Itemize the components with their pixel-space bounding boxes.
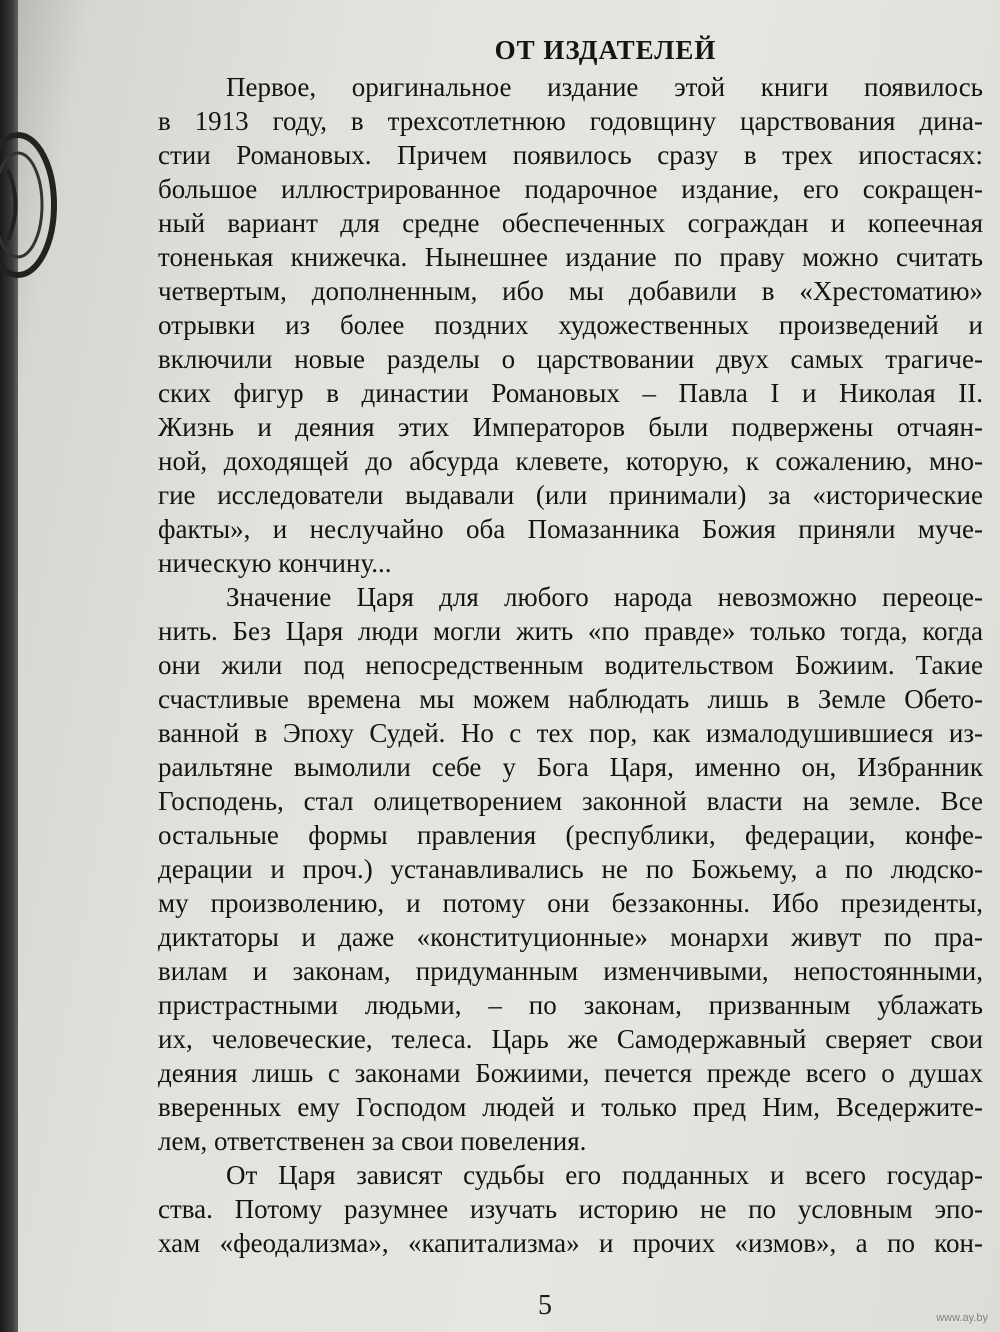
text-line: тоненькая книжечка. Нынешнее издание по праву можно считать: [158, 242, 983, 272]
text-line: вилам и законам, придуманным изменчивыми, непостоянными,: [158, 956, 983, 986]
text-line: их, человеческие, телеса. Царь же Самодержавный сверяет свои: [158, 1024, 983, 1054]
paragraph-3: [158, 1158, 983, 1260]
text-line: нить. Без Царя люди могли жить «по правде» только тогда, когда: [158, 616, 983, 646]
ornament-icon: [0, 130, 58, 280]
book-page: [18, 0, 1000, 1332]
text-line: ванной в Эпоху Судей. Но с тех пор, как измалодушившиеся из-: [158, 718, 983, 748]
text-line: дерации и проч.) устанавливались не по Божьему, а по людско-: [158, 854, 983, 884]
text-line: ный вариант для средне обеспеченных сограждан и копеечная: [158, 208, 983, 238]
text-line: деяния лишь с законами Божиими, печется прежде всего о душах: [158, 1058, 983, 1088]
page-title: ОТ ИЗДАТЕЛЕЙ: [494, 35, 717, 65]
text-line: ной, доходящей до абсурда клевете, которую, к сожалению, мно-: [158, 446, 983, 476]
text-line: отрывки из более поздних художественных произведений и: [158, 310, 983, 340]
paragraph-1: [158, 70, 983, 580]
text-line: диктаторы и даже «конституционные» монархи живут по пра-: [158, 922, 983, 952]
text-line: От Царя зависят судьбы его подданных и всего государ-: [226, 1160, 983, 1190]
text-line: четвертым, дополненным, ибо мы добавили в «Хрестоматию»: [158, 276, 983, 306]
text-line: счастливые времена мы можем наблюдать лишь в Земле Обето-: [158, 684, 983, 714]
text-line: Первое, оригинальное издание этой книги появилось: [226, 72, 983, 102]
text-line: ства. Потому разумнее изучать историю не по условным эпо-: [158, 1194, 983, 1224]
page-number: 5: [538, 1290, 552, 1321]
text-line: хам «феодализма», «капитализма» и прочих «измов», а по кон-: [158, 1228, 983, 1258]
text-line: гие исследователи выдавали (или принимали) за «исторические: [158, 480, 983, 510]
text-line: они жили под непосредственным водительством Божиим. Такие: [158, 650, 983, 680]
text-line: лем, ответственен за свои повеления.: [158, 1126, 587, 1156]
text-line: Значение Царя для любого народа невозможно переоце-: [226, 582, 983, 612]
text-line: Жизнь и деяния этих Императоров были подвержены отчаян-: [158, 412, 983, 442]
text-line: большое иллюстрированное подарочное издание, его сокращен-: [158, 174, 983, 204]
text-line: факты», и неслучайно оба Помазанника Божия приняли муче-: [158, 514, 983, 544]
text-line: пристрастными людьми, – по законам, призванным ублажать: [158, 990, 983, 1020]
paragraph-2: [158, 580, 983, 1158]
text-line: включили новые разделы о царствовании двух самых трагиче-: [158, 344, 983, 374]
text-line: в 1913 году, в трехсотлетнюю годовщину царствования дина-: [158, 106, 983, 136]
text-line: му произволению, и потому они беззаконны. Ибо президенты,: [158, 888, 983, 918]
watermark: www.ay.by: [936, 1312, 988, 1324]
text-line: вверенных ему Господом людей и только пред Ним, Вседержите-: [158, 1092, 983, 1122]
text-line: ских фигур в династии Романовых – Павла I и Николая II.: [158, 378, 983, 408]
text-line: стии Романовых. Причем появилось сразу в трех ипостасях:: [158, 140, 983, 170]
text-line: ническую кончину...: [158, 548, 392, 578]
text-line: остальные формы правления (республики, федерации, конфе-: [158, 820, 983, 850]
text-line: Господень, стал олицетворением законной власти на земле. Все: [158, 786, 983, 816]
page-content: [158, 30, 983, 1260]
text-line: раильтяне вымолили себе у Бога Царя, именно он, Избранник: [158, 752, 983, 782]
